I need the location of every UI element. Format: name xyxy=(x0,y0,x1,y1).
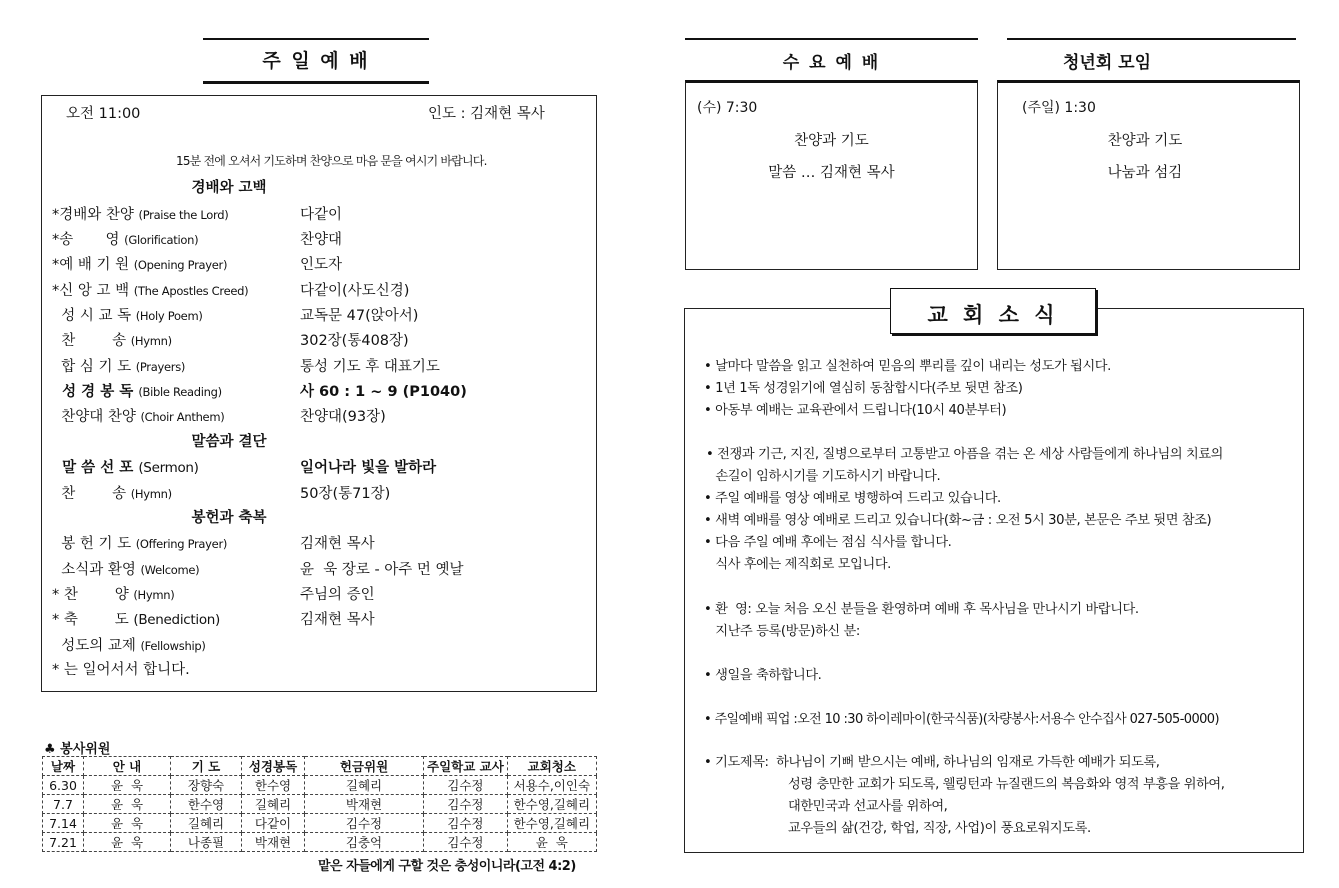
section-heading-word: 말씀과 결단 xyxy=(191,434,267,450)
order-item-english: (Choir Anthem) xyxy=(140,410,225,424)
table-cell: 한수영,길혜리 xyxy=(507,795,596,814)
order-item-english: (Bible Reading) xyxy=(138,385,222,399)
order-item xyxy=(52,583,375,604)
col-header: 안 내 xyxy=(84,757,171,776)
order-item-value: 통성 기도 후 대표기도 xyxy=(300,359,440,375)
order-item-title: 찬 송 xyxy=(52,333,127,349)
order-item-english: (Benediction) xyxy=(133,612,221,628)
news-item: 성령 충만한 교회가 되도록, 웰링턴과 뉴질랜드의 복음화와 영적 부흥을 위하여, xyxy=(788,777,1225,792)
news-item: • 기도제목: 하나님이 기뻐 받으시는 예배, 하나님의 임재로 가득한 예배가 되도록, xyxy=(704,755,1160,770)
section-heading-offering: 봉헌과 축복 xyxy=(191,510,267,526)
order-item-value: 윤 욱 장로 - 아주 먼 옛날 xyxy=(300,562,464,578)
wednesday-line2: 말씀 … 김재현 목사 xyxy=(768,165,895,181)
order-item-value: 김재현 목사 xyxy=(300,536,375,552)
news-item: • 1년 1독 성경읽기에 열심히 동참합시다(주보 뒷면 참조) xyxy=(704,381,1023,396)
news-item: • 생일을 축하합니다. xyxy=(704,668,822,683)
order-item xyxy=(52,634,206,655)
order-item xyxy=(52,304,419,325)
col-header: 성경봉독 xyxy=(242,757,305,776)
table-header-row xyxy=(43,757,597,776)
wednesday-time: (수) 7:30 xyxy=(697,100,758,116)
worship-title-bottom-rule xyxy=(203,81,429,84)
col-header: 헌금위원 xyxy=(305,757,424,776)
news-item: • 전쟁과 기근, 지진, 질병으로부터 고통받고 아픔을 겪는 온 세상 사람들에게 하나님의 치료의 xyxy=(706,447,1224,462)
table-cell: 윤 욱 xyxy=(84,795,171,814)
table-cell: 길혜리 xyxy=(305,776,424,795)
news-item: 교우들의 삶(건강, 학업, 직장, 사업)이 풍요로워지도록. xyxy=(788,821,1091,836)
order-item-english: (Glorification) xyxy=(124,233,199,247)
order-item-title: 성도의 교제 xyxy=(52,638,136,654)
order-item-title: 찬 송 xyxy=(52,486,127,502)
youth-title: 청년회 모임 xyxy=(1062,53,1152,73)
news-item: • 주일예배 픽업 :오전 10 :30 하이레마이(한국식품)(차량봉사:서용수 안수집사 027-505-0000) xyxy=(704,712,1219,727)
worship-time: 오전 11:00 xyxy=(66,106,141,122)
order-item-value: 김재현 목사 xyxy=(300,612,375,628)
table-cell: 길혜리 xyxy=(171,814,242,833)
order-item-title: 합 심 기 도 xyxy=(52,359,132,375)
order-item-english: (Offering Prayer) xyxy=(135,537,228,551)
order-item-value: 다같이 xyxy=(300,207,343,223)
bible-verse: 맡은 자들에게 구할 것은 충성이니라(고전 4:2) xyxy=(318,859,576,874)
worship-title-top-rule xyxy=(203,38,429,40)
table-cell: 길혜리 xyxy=(242,795,305,814)
table-cell: 한수영,길혜리 xyxy=(507,814,596,833)
order-item xyxy=(52,380,467,401)
table-row xyxy=(43,776,597,795)
news-item: • 다음 주일 예배 후에는 점심 식사를 합니다. xyxy=(704,535,952,550)
order-item-english: (Opening Prayer) xyxy=(133,258,228,272)
order-item xyxy=(52,329,409,350)
table-cell: 7.14 xyxy=(43,814,84,833)
table-cell: 장향숙 xyxy=(171,776,242,795)
order-item-title: 성 경 봉 독 xyxy=(52,384,134,400)
table-cell: 김수정 xyxy=(305,814,424,833)
section-heading-adoration: 경배와 고백 xyxy=(191,180,267,196)
order-item-english: (The Apostles Creed) xyxy=(133,284,249,298)
table-cell: 윤 욱 xyxy=(84,776,171,795)
table-cell: 7.7 xyxy=(43,795,84,814)
news-item: 지난주 등록(방문)하신 분: xyxy=(704,624,860,639)
wednesday-title: 수 요 예 배 xyxy=(782,53,881,73)
order-item xyxy=(52,456,437,477)
order-item-english: (Welcome) xyxy=(140,563,200,577)
table-row xyxy=(43,833,597,852)
order-item xyxy=(52,558,464,579)
order-item xyxy=(52,482,391,503)
order-item-title: *예 배 기 원 xyxy=(52,257,130,273)
order-item-title: * 찬 양 xyxy=(52,587,129,603)
worship-footnote: * 는 일어서서 합니다. xyxy=(52,662,190,678)
service-table xyxy=(42,756,597,852)
youth-title-top-rule xyxy=(1007,38,1296,40)
order-item-value: 사 60 : 1 ~ 9 (P1040) xyxy=(300,384,467,400)
order-item-value: 교독문 47(앉아서) xyxy=(300,308,419,324)
table-cell: 6.30 xyxy=(43,776,84,795)
order-item-english: (Holy Poem) xyxy=(135,309,203,323)
news-item: • 주일 예배를 영상 예배로 병행하여 드리고 있습니다. xyxy=(704,491,1001,506)
table-cell: 박재현 xyxy=(305,795,424,814)
table-cell: 윤 욱 xyxy=(507,833,596,852)
service-heading: ♣ 봉사위원 xyxy=(44,742,111,757)
order-item xyxy=(52,608,375,629)
order-item-title: 말 씀 선 포 xyxy=(52,460,134,476)
order-item xyxy=(52,203,343,224)
order-item-title: 찬양대 찬양 xyxy=(52,409,136,425)
worship-notice: 15분 전에 오셔서 기도하며 찬양으로 마음 문을 여시기 바랍니다. xyxy=(176,154,487,168)
table-cell: 7.21 xyxy=(43,833,84,852)
order-item-value: 인도자 xyxy=(300,257,343,273)
news-item: • 날마다 말씀을 읽고 실천하여 믿음의 뿌리를 깊이 내리는 성도가 됩시다. xyxy=(704,359,1111,374)
order-item-english: (Sermon) xyxy=(138,460,199,476)
table-cell: 김수정 xyxy=(424,795,508,814)
wednesday-line1: 찬양과 기도 xyxy=(794,133,869,149)
order-item-english: (Prayers) xyxy=(135,360,186,374)
order-item-english: (Praise the Lord) xyxy=(138,208,229,222)
order-item-value: 50장(통71장) xyxy=(300,486,391,502)
order-item-value: 주님의 증인 xyxy=(300,587,375,603)
table-cell: 김충억 xyxy=(305,833,424,852)
news-item: • 아동부 예배는 교육관에서 드립니다(10시 40분부터) xyxy=(704,403,1007,418)
order-item-value: 찬양대(93장) xyxy=(300,409,386,425)
order-item xyxy=(52,253,343,274)
order-item-title: 소식과 환영 xyxy=(52,562,136,578)
order-item xyxy=(52,279,410,300)
order-item-title: 성 시 교 독 xyxy=(52,308,132,324)
news-title: 교 회 소 식 xyxy=(927,303,1059,327)
order-item-title: * 축 도 xyxy=(52,612,129,628)
order-item-english: (Hymn) xyxy=(130,487,172,501)
order-item-title: *송 영 xyxy=(52,232,120,248)
news-item: 대한민국과 선교사를 위하여, xyxy=(788,799,948,814)
order-item-english: (Fellowship) xyxy=(140,639,206,653)
col-header: 날짜 xyxy=(43,757,84,776)
news-item: 식사 후에는 제직회로 모입니다. xyxy=(704,557,891,572)
table-cell: 나종필 xyxy=(171,833,242,852)
worship-leader: 인도 : 김재현 목사 xyxy=(428,106,545,122)
table-row xyxy=(43,795,597,814)
worship-title: 주 일 예 배 xyxy=(262,50,370,72)
table-cell: 서용수,이인숙 xyxy=(507,776,596,795)
youth-line2: 나눔과 섬김 xyxy=(1107,165,1183,181)
table-cell: 한수영 xyxy=(242,776,305,795)
table-cell: 윤 욱 xyxy=(84,833,171,852)
order-item-title: *신 앙 고 백 xyxy=(52,283,130,299)
order-item-title: *경배와 찬양 xyxy=(52,207,134,223)
table-cell: 다같이 xyxy=(242,814,305,833)
table-row xyxy=(43,814,597,833)
col-header: 주일학교 교사 xyxy=(424,757,508,776)
order-item-value: 302장(통408장) xyxy=(300,333,409,349)
news-item: • 환 영: 오늘 처음 오신 분들을 환영하며 예배 후 목사님을 만나시기 바랍니다. xyxy=(704,602,1139,617)
col-header: 기 도 xyxy=(171,757,242,776)
table-cell: 박재현 xyxy=(242,833,305,852)
order-item-value: 찬양대 xyxy=(300,232,343,248)
order-item xyxy=(52,532,375,553)
order-item-title: 봉 헌 기 도 xyxy=(52,536,132,552)
col-header: 교회청소 xyxy=(507,757,596,776)
order-item-value: 일어나라 빛을 발하라 xyxy=(300,460,437,476)
youth-time: (주일) 1:30 xyxy=(1022,100,1096,116)
table-cell: 김수정 xyxy=(424,833,508,852)
order-item-value: 다같이(사도신경) xyxy=(300,283,410,299)
wednesday-title-top-rule xyxy=(685,38,978,40)
table-cell: 김수정 xyxy=(424,776,508,795)
table-cell: 한수영 xyxy=(171,795,242,814)
order-item-english: (Hymn) xyxy=(133,588,175,602)
order-item xyxy=(52,355,440,376)
news-item: • 새벽 예배를 영상 예배로 드리고 있습니다(화~금 : 오전 5시 30분, 본문은 주보 뒷면 참조) xyxy=(704,513,1212,528)
order-item-english: (Hymn) xyxy=(130,334,172,348)
table-cell: 윤 욱 xyxy=(84,814,171,833)
order-item xyxy=(52,405,386,426)
news-item: 손길이 임하시기를 기도하시기 바랍니다. xyxy=(704,469,941,484)
table-cell: 김수정 xyxy=(424,814,508,833)
youth-line1: 찬양과 기도 xyxy=(1107,133,1183,149)
order-item xyxy=(52,228,343,249)
